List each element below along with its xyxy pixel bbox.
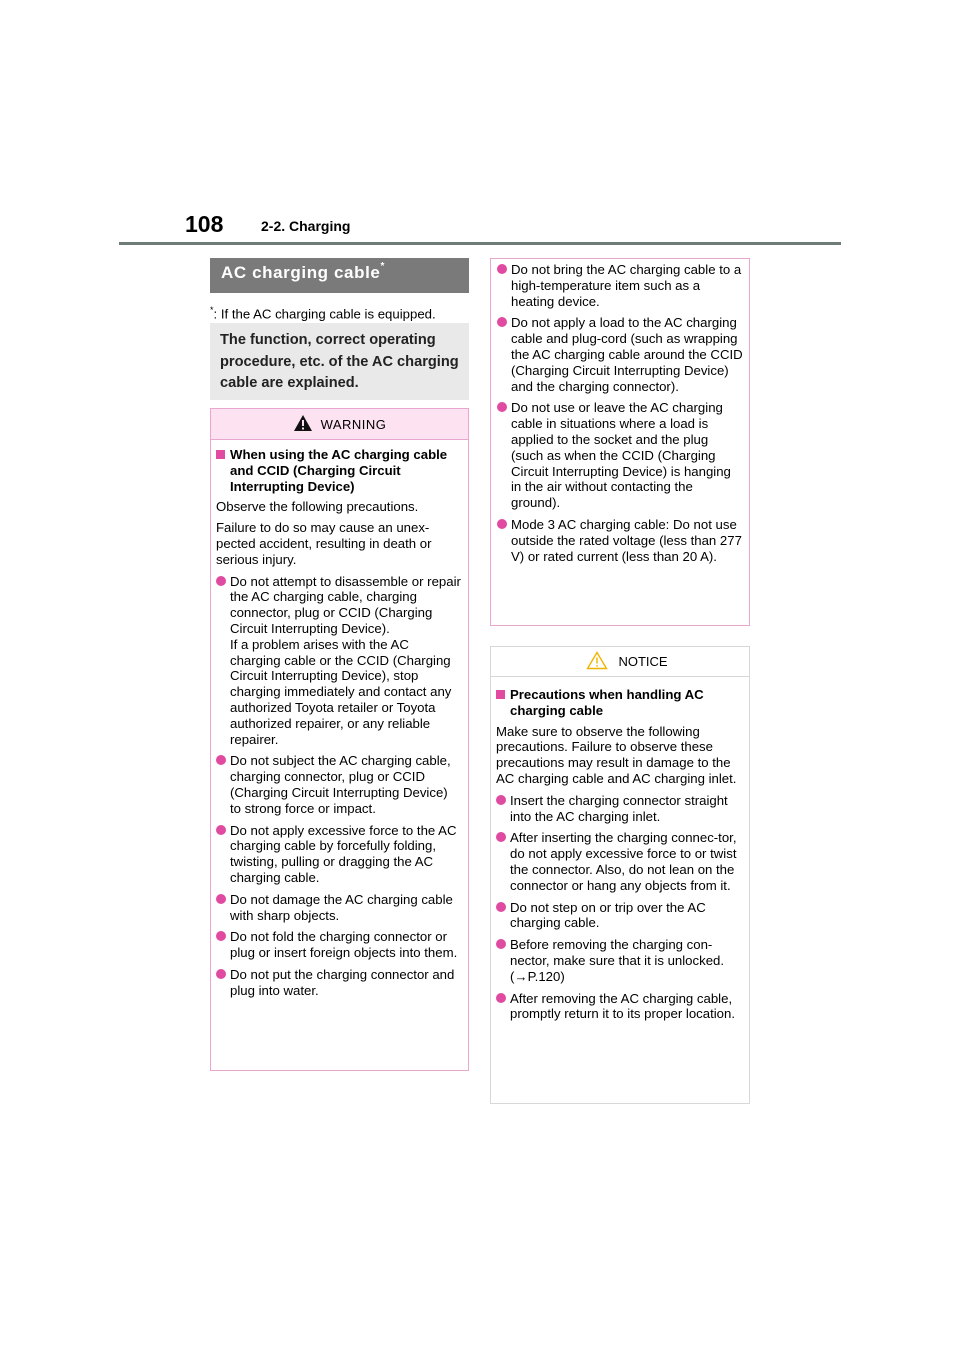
notice-bullet-text: Insert the charging connector straight into the AC charging inlet.: [510, 792, 728, 824]
bullet-dot-icon: [216, 576, 226, 586]
warning-bullet-text: Do not subject the AC charging cable, charging connector, plug or CCID (Charging Circuit Interrupting Device) to strong force or impact.: [230, 753, 451, 816]
warning-bullet-text: Do not apply excessive force to the AC charging cable by forcefully folding, twisting, pulling or dragging the AC charging cable.: [230, 822, 457, 885]
warning-label: WARNING: [320, 416, 387, 432]
notice-box: [490, 646, 750, 1104]
bullet-dot-icon: [216, 969, 226, 979]
bullet-dot-icon: [497, 317, 507, 327]
square-bullet-icon: [216, 450, 225, 459]
notice-bullet: [496, 991, 743, 1023]
notice-header: [491, 647, 749, 677]
bullet-dot-icon: [496, 832, 506, 842]
notice-bullet-text: Do not step on or trip over the AC charging cable.: [510, 899, 706, 931]
square-bullet-icon: [496, 690, 505, 699]
notice-bullet-text: Before removing the charging con-nector, make sure that it is unlocked. (→P.120): [510, 937, 725, 984]
warning-bullet: [216, 753, 462, 816]
notice-bullet: [496, 900, 743, 932]
notice-bullet: [496, 830, 743, 893]
bullet-dot-icon: [216, 894, 226, 904]
warning-paragraph: Observe the following precautions.: [216, 499, 419, 515]
page-title-text: AC charging cable: [221, 263, 381, 282]
notice-bullet-text: After inserting the charging connec-tor, do not apply excessive force to or twist the connector. Also, do not lean on the connector or hang any objects from it.: [510, 830, 737, 893]
bullet-dot-icon: [497, 519, 507, 529]
warning-bullet-text: Do not fold the charging connector or plug or insert foreign objects into them.: [230, 929, 458, 961]
notice-bullet: [496, 793, 743, 825]
warning-subheading: When using the AC charging cable and CCID (Charging Circuit Interrupting Device): [216, 447, 462, 494]
bullet-dot-icon: [496, 902, 506, 912]
title-footnote-mark: *: [380, 261, 385, 273]
notice-paragraph: Make sure to observe the following precautions. Failure to observe these precautions may result in damage to the AC charging cable and AC charging inlet.: [496, 723, 737, 786]
notice-triangle-icon: [586, 651, 608, 673]
notice-label: NOTICE: [618, 654, 668, 669]
warning-bullet-text: Do not damage the AC charging cable with sharp objects.: [230, 891, 453, 923]
warning-bullet: [216, 892, 462, 924]
notice-bullet-text: After removing the AC charging cable, promptly return it to its proper location.: [510, 990, 736, 1022]
warning-bullet-text: Do not put the charging connector and plug into water.: [230, 966, 455, 998]
bullet-dot-icon: [497, 264, 507, 274]
bullet-dot-icon: [216, 931, 226, 941]
footnote-mark: *: [210, 305, 214, 315]
warning-bullet-text: Do not attempt to disassemble or repair the AC charging cable, charging connector, plug or CCID (Charging Circuit Interrupting Device).: [230, 573, 461, 636]
warning-continued-box: [490, 258, 750, 626]
bullet-dot-icon: [496, 795, 506, 805]
page-title: [210, 258, 469, 293]
warning-box: [210, 408, 469, 1071]
warning-bullet: [497, 517, 743, 564]
warning-bullet-text: Do not bring the AC charging cable to a high-temperature item such as a heating device.: [511, 262, 742, 309]
warning-paragraph: Failure to do so may cause an unex-pected accident, resulting in death or serious injury.: [216, 520, 432, 567]
bullet-dot-icon: [216, 825, 226, 835]
intro-box: The function, correct operating procedure, etc. of the AC charging cable are explained.: [210, 323, 469, 400]
warning-bullet-extra: If a problem arises with the AC charging cable or the CCID (Charging Circuit Interrupting Device), stop charging immediately and contact any authorized Toyota retailer or Toyota authorized repairer, or any reliable repairer.: [230, 636, 452, 747]
warning-bullet-text: Mode 3 AC charging cable: Do not use outside the rated voltage (less than 277 V) or rated current (less than 20 A).: [511, 516, 742, 564]
bullet-dot-icon: [496, 993, 506, 1003]
warning-triangle-icon: [293, 414, 313, 435]
warning-bullet-text: Do not apply a load to the AC charging cable and plug-cord (such as wrapping the AC charging cable around the CCID (Charging Circuit Interrupting Device) and the charging connector).: [511, 315, 743, 394]
warning-bullet: [497, 400, 743, 511]
notice-subheading: Precautions when handling AC charging cable: [496, 687, 743, 719]
warning-header: [211, 409, 468, 440]
footnote: [210, 305, 472, 321]
bullet-dot-icon: [497, 402, 507, 412]
header-rule: [119, 242, 841, 245]
footnote-text: : If the AC charging cable is equipped.: [213, 306, 436, 322]
warning-bullet: [216, 823, 462, 886]
warning-bullet: [497, 315, 743, 394]
bullet-dot-icon: [496, 939, 506, 949]
notice-bullet: [496, 937, 743, 984]
page-number: 108: [185, 211, 224, 237]
warning-bullet: [216, 967, 462, 999]
warning-bullet: [216, 929, 462, 961]
warning-bullet-text: Do not use or leave the AC charging cable in situations where a load is applied to the socket and the plug (such as when the CCID (Charging Circuit Interrupting Device) is hanging in the air without contacting the ground).: [511, 400, 731, 511]
section-title: 2-2. Charging: [261, 218, 351, 234]
warning-bullet: [497, 262, 743, 309]
bullet-dot-icon: [216, 755, 226, 765]
warning-bullet: [216, 574, 462, 748]
